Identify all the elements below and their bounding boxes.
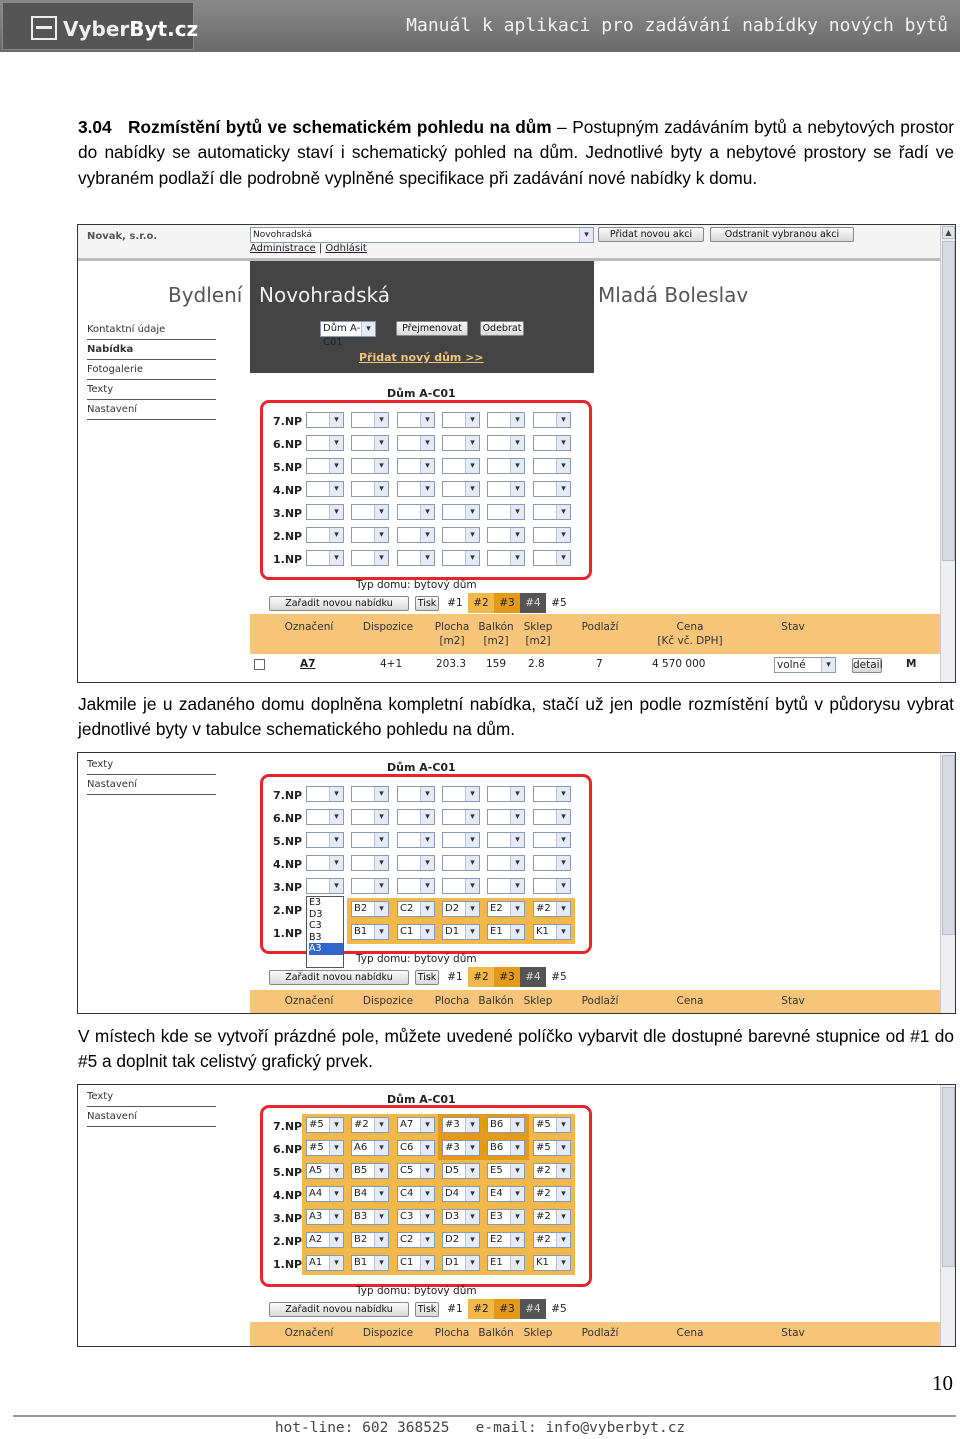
scroll-thumb[interactable] <box>942 755 955 935</box>
unit-select[interactable]: C3 ▾ <box>397 1209 435 1225</box>
col-header: Podlaží <box>581 621 619 633</box>
unit-select[interactable] <box>487 527 525 543</box>
floor-label: 1.NP <box>273 927 303 940</box>
unit-select[interactable]: #2 ▾ <box>533 901 571 917</box>
unit-select[interactable]: A2 ▾ <box>306 1232 344 1248</box>
unit-select[interactable] <box>533 481 571 497</box>
unit-select[interactable]: E3 ▾ <box>487 1209 525 1225</box>
assign-offer-button[interactable]: Zařadit novou nabídku <box>269 596 409 611</box>
unit-select[interactable]: #2 ▾ <box>533 1232 571 1248</box>
row-cellar: 2.8 <box>528 658 545 670</box>
floor-label: 4.NP <box>273 1189 303 1202</box>
admin-link[interactable]: Administrace <box>250 243 316 254</box>
remove-house-button[interactable]: Odebrat <box>480 321 524 336</box>
scroll-up-icon[interactable]: ▲ <box>942 226 955 239</box>
unit-select[interactable] <box>351 504 389 520</box>
house-icon <box>31 16 57 40</box>
unit-select[interactable]: B6 ▾ <box>487 1140 525 1156</box>
email: e-mail: info@vyberbyt.cz <box>475 1420 686 1436</box>
unit-select[interactable] <box>487 786 525 802</box>
unit-select[interactable] <box>487 435 525 451</box>
table-row <box>250 657 940 677</box>
rename-button[interactable]: Přejmenovat <box>396 321 468 336</box>
intro-text: Postupným zadáváním bytů a nebytových prostor do nabídky se automaticky staví i schematický pohled na dům. Jednotlivé byty a nebytové prostory se řadí ve vybraném podlaží dle podrobně vyplněné specifikace při zadávání nové nabídky k domu. <box>78 117 955 188</box>
col-header: Označení <box>284 995 334 1007</box>
col-header: Balkón <box>478 1327 514 1339</box>
unit-select[interactable] <box>306 832 344 848</box>
unit-select[interactable]: D2 ▾ <box>442 901 480 917</box>
house-type: Typ domu: bytový dům <box>356 579 477 591</box>
unit-select[interactable]: E5 ▾ <box>487 1163 525 1179</box>
unit-select[interactable] <box>487 412 525 428</box>
unit-select[interactable]: E2 ▾ <box>487 901 525 917</box>
floor-label: 2.NP <box>273 904 303 917</box>
col-header: Plocha <box>434 621 470 633</box>
unit-select[interactable] <box>306 786 344 802</box>
unit-select[interactable] <box>351 481 389 497</box>
add-house-link[interactable]: Přidat nový dům >> <box>359 351 484 364</box>
unit-select[interactable] <box>487 855 525 871</box>
row-price: 4 570 000 <box>652 658 706 670</box>
floor-label: 5.NP <box>273 1166 303 1179</box>
color-2[interactable]: #2 <box>468 1299 494 1319</box>
color-1[interactable]: #1 <box>447 597 463 609</box>
row-id[interactable]: A7 <box>300 658 316 670</box>
dropdown-option[interactable]: B3 <box>309 931 322 943</box>
unit-select[interactable]: C6 ▾ <box>397 1140 435 1156</box>
unit-select[interactable]: B1 ▾ <box>351 924 389 940</box>
house-title: Dům A-C01 <box>387 387 456 400</box>
color-3[interactable]: #3 <box>494 967 520 987</box>
floor-label: 4.NP <box>273 858 303 871</box>
house-schema-grid <box>260 1105 592 1287</box>
row-area: 203.3 <box>436 658 467 670</box>
dropdown-option[interactable]: D3 <box>309 908 323 920</box>
unit-select[interactable] <box>487 832 525 848</box>
col-unit: [m2] <box>483 635 509 647</box>
color-1[interactable]: #1 <box>447 971 463 983</box>
house-type: Typ domu: bytový dům <box>356 1285 477 1297</box>
unit-select[interactable] <box>533 527 571 543</box>
unit-select[interactable]: C2 ▾ <box>397 901 435 917</box>
unit-select[interactable] <box>351 786 389 802</box>
unit-select[interactable]: A1 ▾ <box>306 1255 344 1271</box>
unit-select[interactable]: B2 ▾ <box>351 1232 389 1248</box>
col-header: Označení <box>284 1327 334 1339</box>
floor-label: 7.NP <box>273 415 303 428</box>
unit-select[interactable] <box>487 458 525 474</box>
unit-select[interactable]: D4 ▾ <box>442 1186 480 1202</box>
unit-select[interactable] <box>442 527 480 543</box>
offer-table-header <box>250 990 940 1014</box>
city-label: Mladá Boleslav <box>598 283 749 307</box>
unit-select[interactable] <box>533 435 571 451</box>
add-action-button[interactable]: Přidat novou akci <box>598 227 704 242</box>
unit-select[interactable]: #5 ▾ <box>306 1140 344 1156</box>
row-disposition: 4+1 <box>380 658 403 670</box>
col-header: Balkón <box>478 621 514 633</box>
unit-select[interactable]: E1 ▾ <box>487 1255 525 1271</box>
unit-select[interactable] <box>351 832 389 848</box>
unit-select[interactable] <box>442 832 480 848</box>
col-header: Sklep <box>523 995 553 1007</box>
unit-select[interactable]: A5 ▾ <box>306 1163 344 1179</box>
unit-select[interactable] <box>487 809 525 825</box>
unit-select[interactable]: #2 ▾ <box>351 1117 389 1133</box>
page-number: 10 <box>932 1371 953 1395</box>
manual-title: Manuál k aplikaci pro zadávání nabídky nových bytů <box>406 15 948 36</box>
unit-dropdown-list[interactable] <box>306 896 344 968</box>
unit-select[interactable] <box>397 481 435 497</box>
col-header: Plocha <box>434 995 470 1007</box>
row-balcony: 159 <box>486 658 507 670</box>
unit-select[interactable] <box>533 878 571 894</box>
unit-select[interactable] <box>442 878 480 894</box>
dropdown-option[interactable]: C3 <box>309 920 322 931</box>
unit-select[interactable] <box>397 855 435 871</box>
unit-select[interactable] <box>397 435 435 451</box>
unit-select[interactable]: #3 ▾ <box>442 1140 480 1156</box>
floor-label: 2.NP <box>273 530 303 543</box>
color-3[interactable]: #3 <box>494 1299 520 1319</box>
unit-select[interactable] <box>533 832 571 848</box>
col-unit: [m2] <box>439 635 465 647</box>
scroll-thumb[interactable] <box>942 1087 955 1267</box>
col-header: Sklep <box>523 1327 553 1339</box>
color-4[interactable]: #4 <box>520 967 546 987</box>
unit-select[interactable] <box>306 550 344 566</box>
unit-select[interactable]: #2 ▾ <box>533 1163 571 1179</box>
unit-select[interactable]: D1 ▾ <box>442 1255 480 1271</box>
unit-select[interactable] <box>442 550 480 566</box>
logout-link[interactable]: Odhlásit <box>325 243 367 254</box>
row-floor: 7 <box>596 658 603 670</box>
footer-divider <box>13 1415 956 1417</box>
status-select[interactable]: volné ▾ <box>774 657 836 673</box>
unit-select[interactable]: C1 ▾ <box>397 924 435 940</box>
col-header: Označení <box>284 621 334 633</box>
unit-select[interactable] <box>442 458 480 474</box>
assign-offer-button[interactable]: Zařadit novou nabídku <box>269 1302 409 1317</box>
unit-select[interactable]: A3 ▾ <box>306 1209 344 1225</box>
nav-texts[interactable]: Texty <box>87 381 216 400</box>
app-screenshot-1: Novak, s.r.o. Novohradská ▾ Přidat novou akci Odstranit vybranou akci Administrace | Odhlásit Bydlení Novohradská Dům A-C01 ▾ Přejmenovat Odebrat Přidat nový dům >> Mladá Boleslav Kontaktní údaje Nabídka Fotogalerie Texty Nastavení Dům A-C01 7.NP 6.NP 5.NP 4.NP 3.NP 2.NP 1.NP ▾ ▾ ▾ ▾ ▾ ▾ ▾ ▾ ▾ ▾ ▾ ▾ ▾ ▾ ▾ ▾ ▾ ▾ ▾ ▾ ▾ ▾ ▾ ▾ ▾ ▾ ▾ ▾ ▾ ▾ ▾ ▾ ▾ ▾ ▾ ▾ ▾ ▾ ▾ ▾ ▾ ▾ Typ domu: bytový dům Zařadit novou nabídku Tisk #1 #2 #3 #4 #5 Označení Dispozice Plocha Balkón Sklep Podlaží Cena Stav [m2] [m2] [m2] [Kč vč. DPH] A7 4+1 203.3 159 2.8 7 4 570 000 volné ▾ detail M ▲ <box>77 224 956 683</box>
unit-select[interactable]: C1 ▾ <box>397 1255 435 1271</box>
unit-select[interactable] <box>306 435 344 451</box>
section-number: 3.04 <box>78 117 112 137</box>
unit-select[interactable]: A7 ▾ <box>397 1117 435 1133</box>
print-button[interactable]: Tisk <box>415 596 439 611</box>
floor-label: 4.NP <box>273 484 303 497</box>
scrollbar[interactable] <box>940 753 955 1013</box>
unit-select[interactable]: B1 ▾ <box>351 1255 389 1271</box>
unit-select[interactable]: #5 ▾ <box>533 1117 571 1133</box>
floor-label: 6.NP <box>273 438 303 451</box>
unit-select[interactable] <box>306 809 344 825</box>
unit-select[interactable]: #3 ▾ <box>442 1117 480 1133</box>
unit-select[interactable]: C5 ▾ <box>397 1163 435 1179</box>
col-header: Cena <box>676 995 704 1007</box>
floor-label: 5.NP <box>273 835 303 848</box>
house-title: Dům A-C01 <box>387 761 456 774</box>
col-header: Dispozice <box>362 621 414 633</box>
col-header: Stav <box>781 621 805 633</box>
unit-select[interactable]: E1 ▾ <box>487 924 525 940</box>
unit-select[interactable] <box>487 481 525 497</box>
unit-select[interactable]: #2 ▾ <box>533 1186 571 1202</box>
assign-offer-button[interactable]: Zařadit novou nabídku <box>269 970 409 985</box>
unit-select[interactable]: B3 ▾ <box>351 1209 389 1225</box>
unit-select[interactable] <box>442 504 480 520</box>
unit-select[interactable] <box>306 855 344 871</box>
floor-label: 1.NP <box>273 553 303 566</box>
unit-select[interactable]: E4 ▾ <box>487 1186 525 1202</box>
print-button[interactable]: Tisk <box>415 1302 439 1317</box>
unit-select[interactable]: D1 ▾ <box>442 924 480 940</box>
logo-text: Vyber <box>63 17 130 41</box>
floor-label: 3.NP <box>273 1212 303 1225</box>
nav-settings[interactable]: Nastavení <box>87 1108 216 1127</box>
color-4[interactable]: #4 <box>520 1299 546 1319</box>
unit-select[interactable] <box>442 786 480 802</box>
floor-label: 5.NP <box>273 461 303 474</box>
unit-select[interactable] <box>397 832 435 848</box>
col-header: Podlaží <box>581 995 619 1007</box>
unit-select[interactable] <box>351 527 389 543</box>
unit-select[interactable] <box>351 550 389 566</box>
offer-table-header <box>250 614 940 654</box>
unit-select[interactable]: B5 ▾ <box>351 1163 389 1179</box>
house-schema-grid <box>260 400 592 580</box>
company-name: Novak, s.r.o. <box>87 231 158 242</box>
col-header: Cena <box>676 621 704 633</box>
color-4[interactable]: #4 <box>520 593 546 613</box>
unit-select[interactable]: #5 ▾ <box>306 1117 344 1133</box>
unit-select[interactable] <box>397 527 435 543</box>
color-5[interactable]: #5 <box>551 597 567 609</box>
color-5[interactable]: #5 <box>551 971 567 983</box>
floor-label: 1.NP <box>273 1258 303 1271</box>
unit-select[interactable] <box>397 809 435 825</box>
unit-select[interactable] <box>306 481 344 497</box>
unit-select[interactable] <box>397 878 435 894</box>
app-screenshot-3 <box>77 1084 956 1347</box>
unit-select[interactable] <box>397 550 435 566</box>
col-header: Stav <box>781 1327 805 1339</box>
nav-texts[interactable]: Texty <box>87 756 216 775</box>
floor-label: 7.NP <box>273 1120 303 1133</box>
color-1[interactable]: #1 <box>447 1303 463 1315</box>
section-intro: 3.04 Rozmístění bytů ve schematickém pohledu na dům – Postupným zadáváním bytů a nebytových prostor do nabídky se automaticky staví i schematický pohled na dům. Jednotlivé byty a nebytové prostory se řadí ve vybraném podlaží dle podrobně vyplněné specifikace při zadávání nové nabídky k domu. <box>78 117 955 188</box>
floor-label: 6.NP <box>273 1143 303 1156</box>
paragraph-3: V místech kde se vytvoří prázdné pole, můžete uvedené políčko vybarvit dle dostupné barevné stupnice od #1 do #5 a doplnit tak celistvý grafický prvek. <box>78 1026 954 1072</box>
offer-table-header <box>250 1322 940 1347</box>
page-header <box>0 0 960 52</box>
col-header: Plocha <box>434 1327 470 1339</box>
unit-select[interactable] <box>487 550 525 566</box>
color-2[interactable]: #2 <box>468 593 494 613</box>
unit-select[interactable] <box>533 458 571 474</box>
floor-label: 6.NP <box>273 812 303 825</box>
floor-label: 3.NP <box>273 881 303 894</box>
unit-select[interactable]: B6 ▾ <box>487 1117 525 1133</box>
unit-select[interactable]: #5 ▾ <box>533 1140 571 1156</box>
floor-label: 3.NP <box>273 507 303 520</box>
unit-select[interactable]: D3 ▾ <box>442 1209 480 1225</box>
unit-select[interactable] <box>351 458 389 474</box>
dropdown-option[interactable]: E3 <box>309 897 322 908</box>
color-2[interactable]: #2 <box>468 967 494 987</box>
unit-select[interactable] <box>442 435 480 451</box>
scrollbar[interactable] <box>940 1085 955 1346</box>
unit-select[interactable]: D5 ▾ <box>442 1163 480 1179</box>
house-title: Dům A-C01 <box>387 1093 456 1106</box>
unit-select[interactable] <box>442 855 480 871</box>
dropdown-option[interactable]: A3 <box>309 943 343 955</box>
nav-texts[interactable]: Texty <box>87 1088 216 1107</box>
col-header: Sklep <box>523 621 553 633</box>
hotline: hot-line: 602 368525 <box>274 1420 450 1436</box>
unit-select[interactable] <box>397 458 435 474</box>
unit-select[interactable] <box>533 504 571 520</box>
col-unit: [Kč vč. DPH] <box>657 635 723 647</box>
nav-contact[interactable]: Kontaktní údaje <box>87 321 216 340</box>
unit-select[interactable] <box>487 878 525 894</box>
col-header: Balkón <box>478 995 514 1007</box>
unit-select[interactable] <box>351 412 389 428</box>
unit-select[interactable] <box>351 809 389 825</box>
project-name: Novohradská <box>259 283 391 307</box>
unit-select[interactable]: C2 ▾ <box>397 1232 435 1248</box>
col-header: Cena <box>676 1327 704 1339</box>
unit-select[interactable] <box>306 504 344 520</box>
unit-select[interactable]: B4 ▾ <box>351 1186 389 1202</box>
unit-select[interactable] <box>306 412 344 428</box>
scrollbar[interactable] <box>940 225 955 682</box>
scroll-thumb[interactable] <box>942 241 955 561</box>
unit-select[interactable]: C4 ▾ <box>397 1186 435 1202</box>
unit-select[interactable]: K1 ▾ <box>533 1255 571 1271</box>
unit-select[interactable] <box>533 855 571 871</box>
unit-select[interactable]: K1 ▾ <box>533 924 571 940</box>
unit-select[interactable] <box>533 412 571 428</box>
floor-label: 7.NP <box>273 789 303 802</box>
nav-offer[interactable]: Nabídka <box>87 341 216 360</box>
project-select[interactable]: Novohradská ▾ <box>250 227 594 243</box>
nav-settings[interactable]: Nastavení <box>87 401 216 420</box>
col-header: Podlaží <box>581 1327 619 1339</box>
unit-select[interactable] <box>397 412 435 428</box>
house-select[interactable]: Dům A-C01 ▾ <box>320 321 376 337</box>
unit-select[interactable] <box>351 878 389 894</box>
unit-select[interactable] <box>442 412 480 428</box>
logo-text-bold: Byt.cz <box>129 17 199 41</box>
unit-select[interactable]: A4 ▾ <box>306 1186 344 1202</box>
unit-select[interactable] <box>306 527 344 543</box>
nav-gallery[interactable]: Fotogalerie <box>87 361 216 380</box>
unit-select[interactable]: D2 ▾ <box>442 1232 480 1248</box>
project-panel <box>250 261 594 373</box>
unit-select[interactable] <box>442 481 480 497</box>
unit-select[interactable] <box>533 809 571 825</box>
print-button[interactable]: Tisk <box>415 970 439 985</box>
nav-settings[interactable]: Nastavení <box>87 776 216 795</box>
section-heading: Rozmístění bytů ve schematickém pohledu na dům <box>128 117 552 137</box>
house-type: Typ domu: bytový dům <box>356 953 477 965</box>
color-3[interactable]: #3 <box>494 593 520 613</box>
floor-label: 2.NP <box>273 1235 303 1248</box>
unit-select[interactable] <box>306 878 344 894</box>
brand-label: Bydlení <box>168 283 243 307</box>
unit-select[interactable] <box>533 550 571 566</box>
unit-select[interactable]: #2 ▾ <box>533 1209 571 1225</box>
col-header: Stav <box>781 995 805 1007</box>
unit-select[interactable] <box>397 786 435 802</box>
app-screenshot-2 <box>77 752 956 1014</box>
col-header: Dispozice <box>362 995 414 1007</box>
unit-select[interactable]: B2 ▾ <box>351 901 389 917</box>
unit-select[interactable] <box>306 458 344 474</box>
unit-select[interactable]: E2 ▾ <box>487 1232 525 1248</box>
unit-select[interactable] <box>351 855 389 871</box>
unit-select[interactable] <box>397 504 435 520</box>
detail-button[interactable]: detail <box>853 659 883 671</box>
page-footer <box>0 1420 960 1436</box>
color-5[interactable]: #5 <box>551 1303 567 1315</box>
unit-select[interactable] <box>533 786 571 802</box>
col-unit: [m2] <box>525 635 551 647</box>
unit-select[interactable] <box>351 435 389 451</box>
row-checkbox[interactable] <box>254 659 265 670</box>
remove-action-button[interactable]: Odstranit vybranou akci <box>710 227 854 242</box>
unit-select[interactable] <box>442 809 480 825</box>
col-header: Dispozice <box>362 1327 414 1339</box>
vyberbyt-logo <box>2 2 199 50</box>
paragraph-2: Jakmile je u zadaného domu doplněna kompletní nabídka, stačí už jen podle rozmístění bytů v půdorysu vybrat jednotlivé byty v tabulce schematického pohledu na dům. <box>78 694 954 740</box>
row-m: M <box>906 658 917 670</box>
unit-select[interactable] <box>487 504 525 520</box>
unit-select[interactable]: A6 ▾ <box>351 1140 389 1156</box>
